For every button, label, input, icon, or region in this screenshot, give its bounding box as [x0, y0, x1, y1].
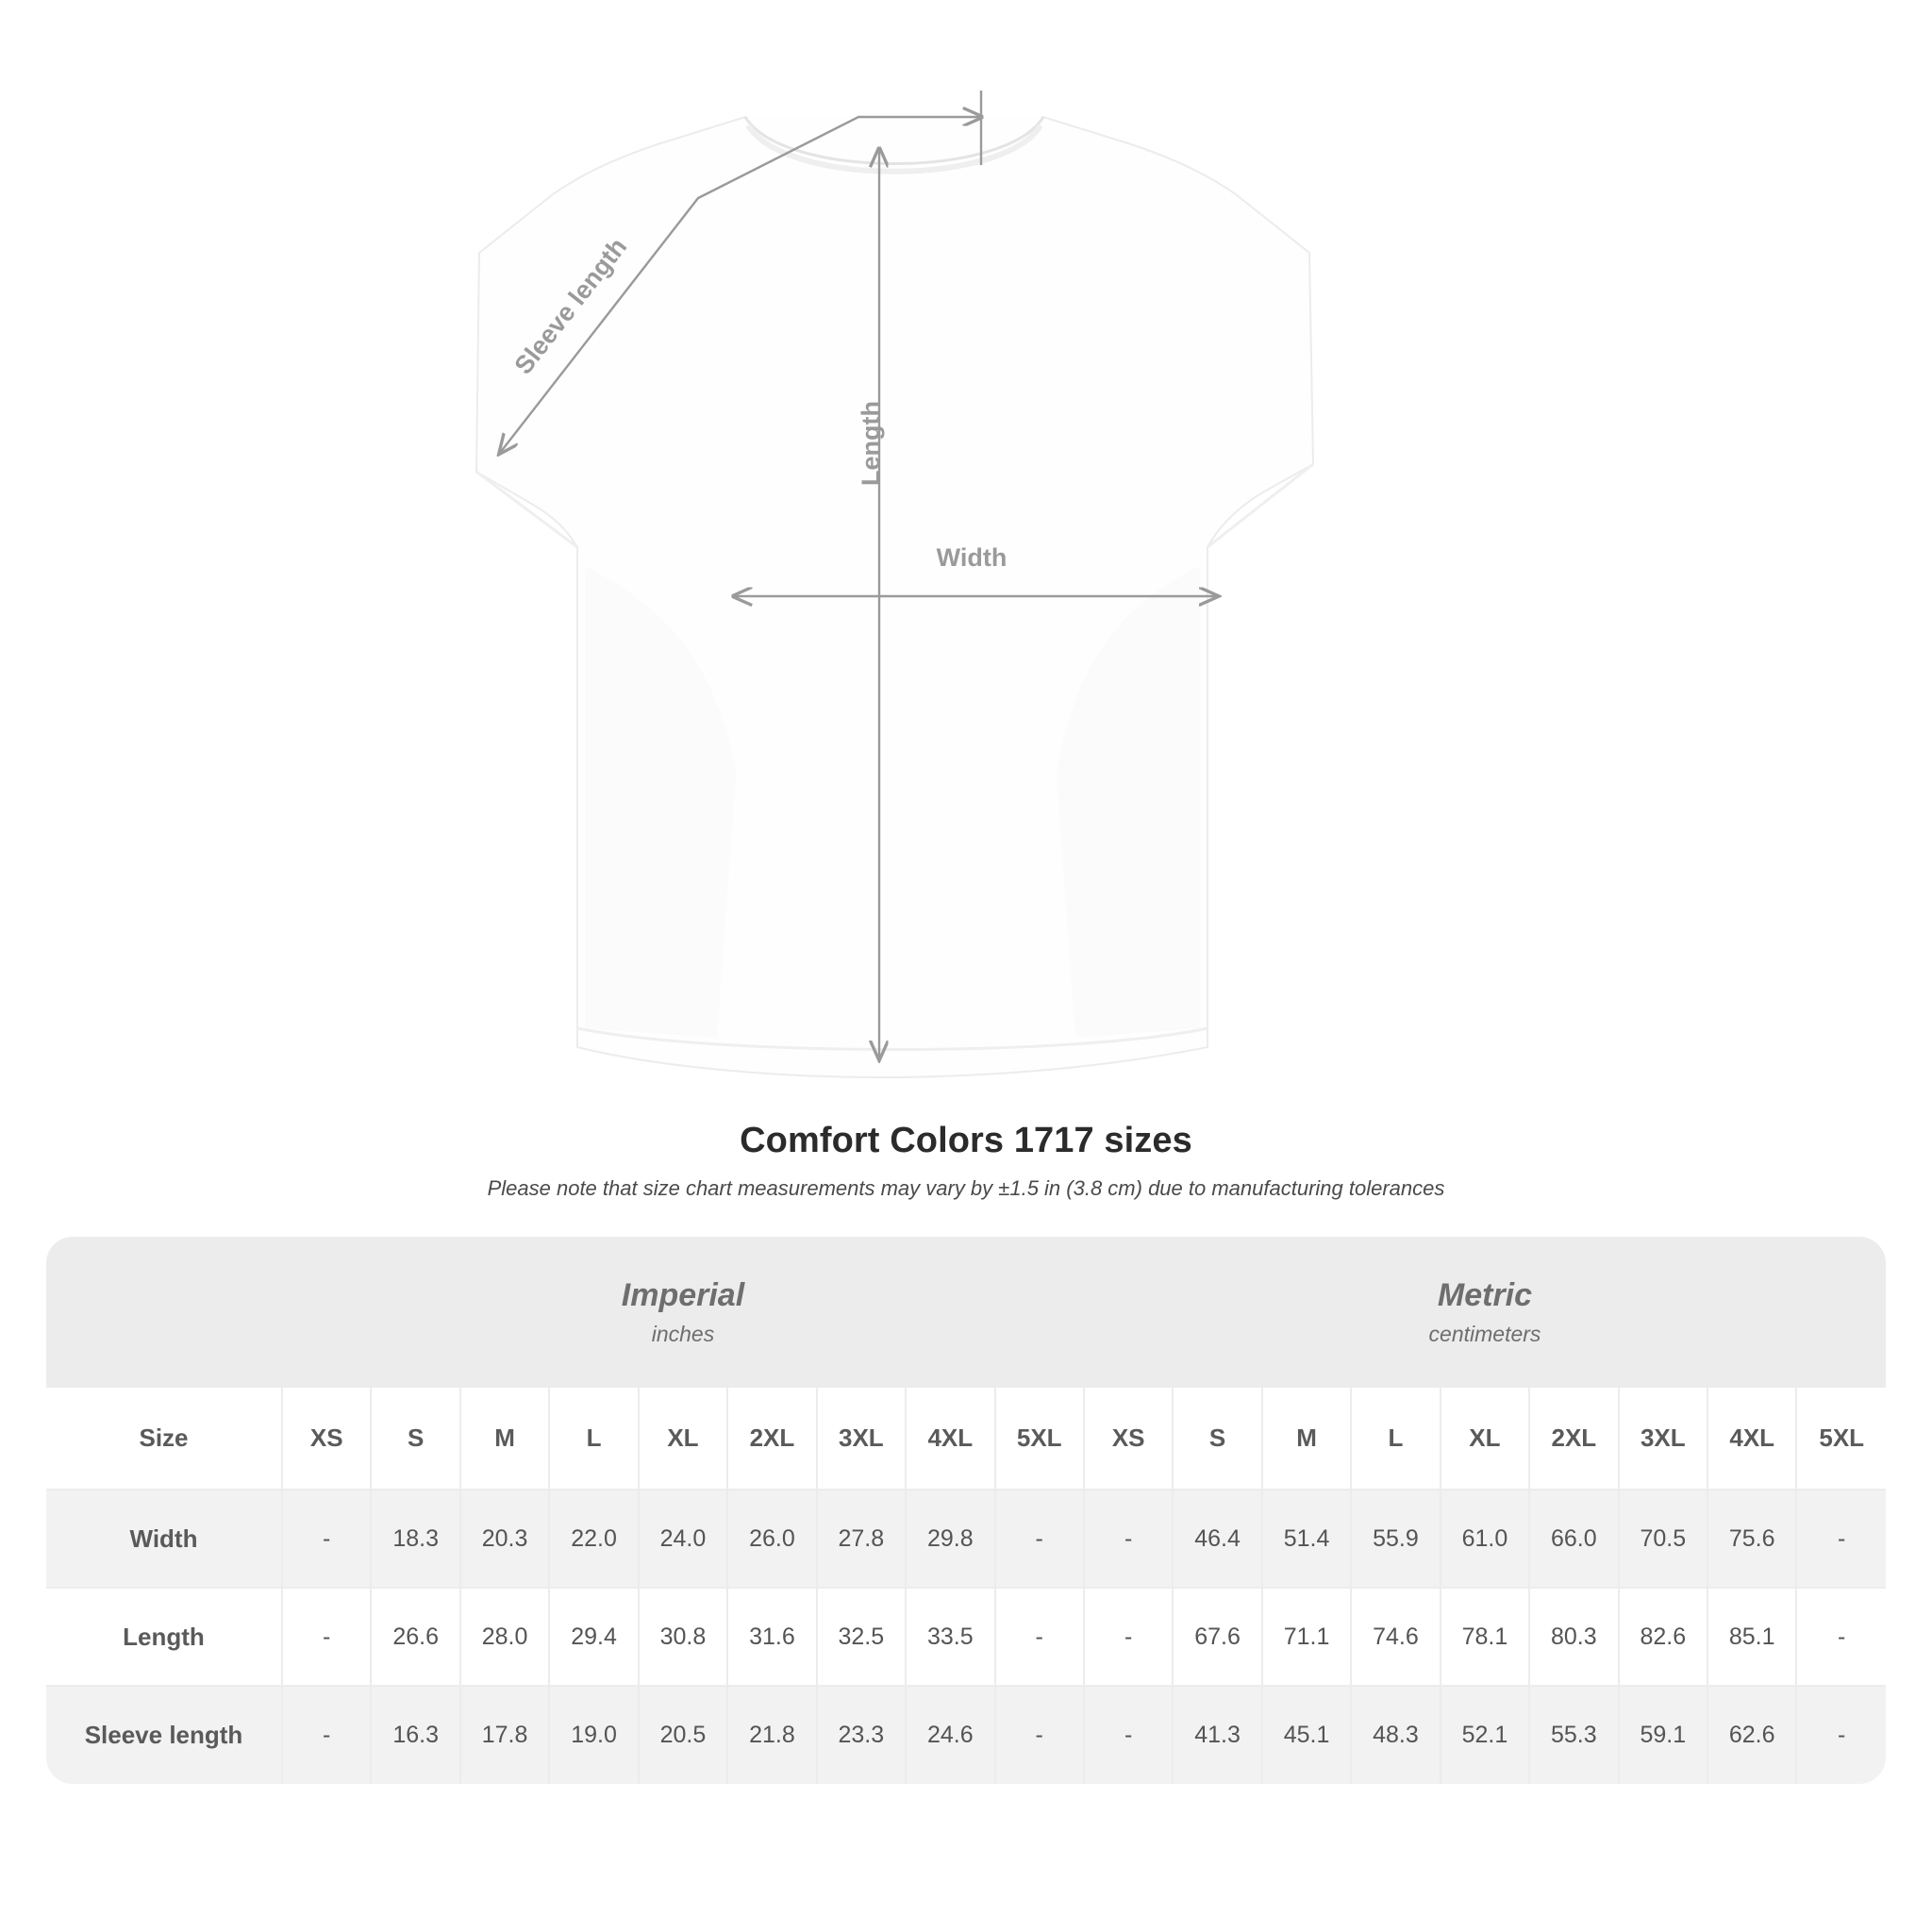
cell-sleeve-metric-s: 41.3 — [1173, 1686, 1261, 1784]
size-header-imperial-3xl: 3XL — [817, 1388, 906, 1490]
cell-length-imperial-l: 29.4 — [549, 1588, 638, 1686]
cell-width-metric-3xl: 70.5 — [1619, 1490, 1707, 1588]
cell-sleeve-imperial-3xl: 23.3 — [817, 1686, 906, 1784]
size-header-imperial-2xl: 2XL — [727, 1388, 816, 1490]
cell-width-imperial-xs: - — [282, 1490, 371, 1588]
cell-sleeve-imperial-5xl: - — [995, 1686, 1084, 1784]
cell-sleeve-metric-4xl: 62.6 — [1707, 1686, 1796, 1784]
cell-width-metric-5xl: - — [1796, 1490, 1886, 1588]
unit-header-spacer — [46, 1237, 282, 1388]
title-block — [0, 1121, 1932, 1201]
cell-sleeve-imperial-l: 19.0 — [549, 1686, 638, 1784]
row-label-sleeve-length: Sleeve length — [46, 1686, 282, 1784]
size-header-metric-xs: XS — [1084, 1388, 1173, 1490]
table-row — [46, 1588, 1886, 1686]
page-title: Comfort Colors 1717 sizes — [740, 1121, 1192, 1160]
unit-header-row — [46, 1237, 1886, 1388]
cell-width-imperial-4xl: 29.8 — [906, 1490, 994, 1588]
cell-sleeve-metric-xs: - — [1084, 1686, 1173, 1784]
size-header-metric-5xl: 5XL — [1796, 1388, 1886, 1490]
unit-group-metric-name: Metric — [1437, 1276, 1533, 1313]
cell-length-metric-xs: - — [1084, 1588, 1173, 1686]
cell-width-imperial-m: 20.3 — [460, 1490, 549, 1588]
size-header-imperial-xl: XL — [639, 1388, 727, 1490]
cell-length-imperial-4xl: 33.5 — [906, 1588, 994, 1686]
cell-length-metric-xl: 78.1 — [1441, 1588, 1529, 1686]
size-header-row — [46, 1388, 1886, 1490]
sleeve-length-label: Sleeve length — [508, 232, 633, 380]
length-label: Length — [857, 401, 885, 486]
cell-sleeve-metric-l: 48.3 — [1351, 1686, 1440, 1784]
cell-sleeve-metric-3xl: 59.1 — [1619, 1686, 1707, 1784]
size-header-imperial-s: S — [371, 1388, 459, 1490]
cell-length-imperial-m: 28.0 — [460, 1588, 549, 1686]
cell-sleeve-imperial-4xl: 24.6 — [906, 1686, 994, 1784]
cell-sleeve-imperial-s: 16.3 — [371, 1686, 459, 1784]
size-header-metric-3xl: 3XL — [1619, 1388, 1707, 1490]
cell-width-metric-2xl: 66.0 — [1529, 1490, 1618, 1588]
cell-width-metric-xs: - — [1084, 1490, 1173, 1588]
unit-group-metric-sub: centimeters — [1428, 1322, 1541, 1347]
cell-width-metric-m: 51.4 — [1262, 1490, 1351, 1588]
cell-length-imperial-s: 26.6 — [371, 1588, 459, 1686]
cell-width-imperial-s: 18.3 — [371, 1490, 459, 1588]
cell-width-metric-4xl: 75.6 — [1707, 1490, 1796, 1588]
cell-length-metric-l: 74.6 — [1351, 1588, 1440, 1686]
cell-sleeve-imperial-2xl: 21.8 — [727, 1686, 816, 1784]
size-header-metric-l: L — [1351, 1388, 1440, 1490]
cell-length-imperial-2xl: 31.6 — [727, 1588, 816, 1686]
cell-length-metric-3xl: 82.6 — [1619, 1588, 1707, 1686]
cell-length-metric-2xl: 80.3 — [1529, 1588, 1618, 1686]
unit-group-imperial-sub: inches — [651, 1322, 715, 1347]
cell-sleeve-metric-5xl: - — [1796, 1686, 1886, 1784]
cell-width-imperial-3xl: 27.8 — [817, 1490, 906, 1588]
size-header-metric-s: S — [1173, 1388, 1261, 1490]
size-header-metric-2xl: 2XL — [1529, 1388, 1618, 1490]
unit-group-imperial — [282, 1237, 1084, 1388]
cell-width-imperial-2xl: 26.0 — [727, 1490, 816, 1588]
size-table-container — [46, 1237, 1886, 1784]
cell-sleeve-imperial-xl: 20.5 — [639, 1686, 727, 1784]
cell-length-metric-m: 71.1 — [1262, 1588, 1351, 1686]
cell-length-metric-s: 67.6 — [1173, 1588, 1261, 1686]
size-header-imperial-5xl: 5XL — [995, 1388, 1084, 1490]
cell-sleeve-metric-m: 45.1 — [1262, 1686, 1351, 1784]
table-row — [46, 1490, 1886, 1588]
unit-group-imperial-name: Imperial — [621, 1276, 745, 1313]
cell-width-imperial-l: 22.0 — [549, 1490, 638, 1588]
table-row — [46, 1686, 1886, 1784]
size-header-imperial-xs: XS — [282, 1388, 371, 1490]
size-header-imperial-l: L — [549, 1388, 638, 1490]
tolerance-note: Please note that size chart measurements may vary by ±1.5 in (3.8 cm) due to manufacturing tolerances — [487, 1176, 1445, 1200]
cell-length-imperial-3xl: 32.5 — [817, 1588, 906, 1686]
size-header-metric-m: M — [1262, 1388, 1351, 1490]
cell-width-imperial-5xl: - — [995, 1490, 1084, 1588]
size-header-metric-4xl: 4XL — [1707, 1388, 1796, 1490]
cell-sleeve-metric-xl: 52.1 — [1441, 1686, 1529, 1784]
width-label: Width — [936, 543, 1008, 572]
cell-length-imperial-5xl: - — [995, 1588, 1084, 1686]
cell-length-metric-4xl: 85.1 — [1707, 1588, 1796, 1686]
cell-sleeve-metric-2xl: 55.3 — [1529, 1686, 1618, 1784]
cell-sleeve-imperial-xs: - — [282, 1686, 371, 1784]
size-header-label: Size — [46, 1388, 282, 1490]
cell-width-metric-l: 55.9 — [1351, 1490, 1440, 1588]
cell-sleeve-imperial-m: 17.8 — [460, 1686, 549, 1784]
size-header-metric-xl: XL — [1441, 1388, 1529, 1490]
cell-length-imperial-xl: 30.8 — [639, 1588, 727, 1686]
cell-width-metric-s: 46.4 — [1173, 1490, 1261, 1588]
row-label-width: Width — [46, 1490, 282, 1588]
size-header-imperial-4xl: 4XL — [906, 1388, 994, 1490]
unit-group-metric — [1084, 1237, 1886, 1388]
cell-length-imperial-xs: - — [282, 1588, 371, 1686]
row-label-length: Length — [46, 1588, 282, 1686]
cell-width-imperial-xl: 24.0 — [639, 1490, 727, 1588]
cell-width-metric-xl: 61.0 — [1441, 1490, 1529, 1588]
size-table — [46, 1237, 1886, 1784]
size-header-imperial-m: M — [460, 1388, 549, 1490]
cell-length-metric-5xl: - — [1796, 1588, 1886, 1686]
